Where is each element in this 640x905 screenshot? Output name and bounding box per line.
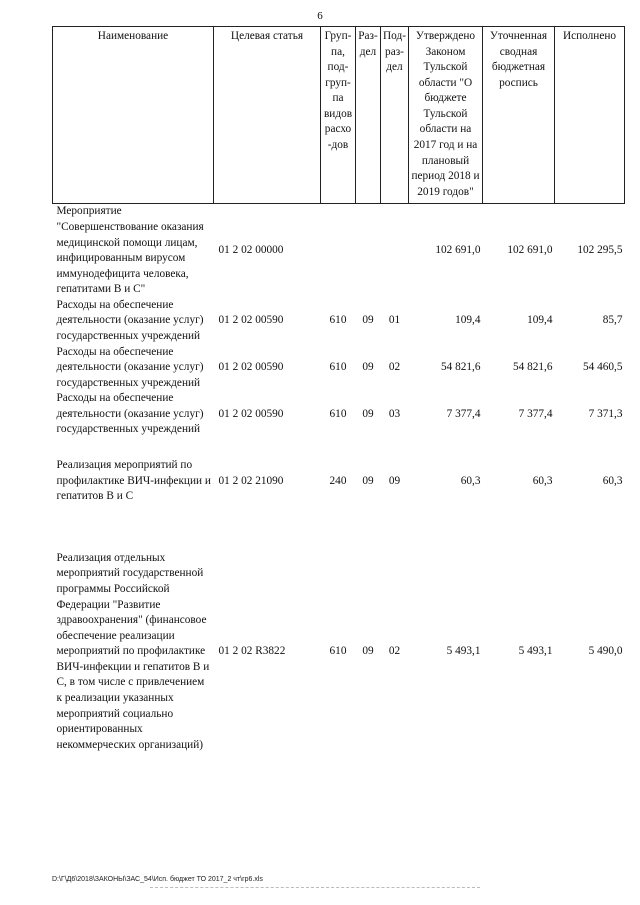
row-refined: 109,4 [527, 314, 553, 327]
row-group: 610 [329, 314, 347, 327]
header-approved: Утверждено Законом Тульской области "О бюджете Тульской области на 2017 год и на плановый период 2018 и 2019 годов" [409, 27, 483, 204]
row-target-article: 01 2 02 00000 [218, 244, 284, 257]
header-target-article: Целевая статья [214, 27, 321, 204]
row-group: 240 [329, 474, 347, 487]
row-name: Мероприятие "Совершенствование оказания медицинской помощи лицам, инфицированным вирусом иммунодефицита человека, гепатитами В и С" [56, 205, 204, 296]
row-name: Реализация мероприятий по профилактике ВИЧ-инфекции и гепатитов В и С [56, 459, 211, 503]
row-subsection [381, 204, 409, 298]
table-row [53, 345, 625, 392]
row-executed: 7 371,3 [588, 407, 623, 420]
row-spacer [53, 505, 625, 551]
row-subsection: 09 [388, 474, 401, 487]
row-executed: 5 490,0 [588, 645, 623, 658]
row-group: 610 [329, 361, 347, 374]
row-target-article: 01 2 02 R3822 [218, 645, 286, 658]
row-executed: 60,3 [602, 474, 623, 487]
row-section: 09 [362, 645, 374, 658]
row-name: Расходы на обеспечение деятельности (оказание услуг) государственных учреждений [56, 298, 204, 342]
table-row [53, 391, 625, 438]
row-approved: 7 377,4 [446, 407, 481, 420]
row-refined: 7 377,4 [518, 407, 553, 420]
row-group: 610 [329, 645, 347, 658]
row-executed: 85,7 [602, 314, 623, 327]
budget-table [52, 26, 625, 753]
table-row [53, 298, 625, 345]
row-target-article: 01 2 02 00590 [218, 361, 284, 374]
page-number: 6 [317, 10, 323, 22]
row-name: Расходы на обеспечение деятельности (оказание услуг) государственных учреждений [56, 392, 204, 436]
row-subsection: 01 [388, 314, 401, 327]
row-name: Расходы на обеспечение деятельности (оказание услуг) государственных учреждений [56, 345, 204, 389]
header-name: Наименование [53, 27, 214, 204]
row-section: 09 [362, 361, 374, 374]
row-group: 610 [329, 407, 347, 420]
row-refined: 54 821,6 [512, 361, 553, 374]
row-approved: 54 821,6 [440, 361, 481, 374]
header-expense-group: Груп-па, под-груп-па видов расхо-дов [321, 27, 356, 204]
row-subsection: 02 [388, 361, 401, 374]
row-spacer [53, 438, 625, 458]
row-section [356, 204, 381, 298]
header-refined: Уточненная сводная бюджетная роспись [483, 27, 555, 204]
row-target-article: 01 2 02 00590 [218, 314, 284, 327]
row-approved: 109,4 [455, 314, 481, 327]
header-section: Раз-дел [356, 27, 381, 204]
row-executed: 54 460,5 [582, 361, 623, 374]
row-refined: 102 691,0 [507, 244, 553, 257]
row-target-article: 01 2 02 00590 [218, 407, 284, 420]
row-subsection: 02 [388, 645, 401, 658]
table-row [53, 458, 625, 505]
row-subsection: 03 [388, 407, 401, 420]
table-row [53, 204, 625, 298]
header-subsection: Под-раз-дел [381, 27, 409, 204]
table-row [53, 551, 625, 754]
row-group [321, 204, 356, 298]
row-approved: 60,3 [460, 474, 481, 487]
row-name: Реализация отдельных мероприятий государственной программы Российской Федерации "Развитие здравоохранения" (финансовое обеспечение реализации мероприятий по профилактике ВИЧ-инфекции и гепатитов В и С, в том числе с привлечением к реализации указанных мероприятий социально ориентированных некоммерческих организаций) [56, 551, 210, 751]
footer-divider [150, 887, 480, 888]
row-refined: 60,3 [532, 474, 553, 487]
row-section: 09 [362, 407, 374, 420]
row-section: 09 [362, 474, 374, 487]
row-executed: 102 295,5 [577, 244, 623, 257]
row-approved: 5 493,1 [446, 645, 481, 658]
table-header-row [53, 27, 625, 204]
row-refined: 5 493,1 [518, 645, 553, 658]
file-path-footer: D:\Г\Д6\2018\ЗАКОНЫ\ЗАС_54\Исп. бюджет ТО 2017_2 чт\гр6.xls [52, 876, 263, 883]
row-section: 09 [362, 314, 374, 327]
row-approved: 102 691,0 [435, 244, 481, 257]
row-target-article: 01 2 02 21090 [218, 474, 284, 487]
header-executed: Исполнено [555, 27, 625, 204]
